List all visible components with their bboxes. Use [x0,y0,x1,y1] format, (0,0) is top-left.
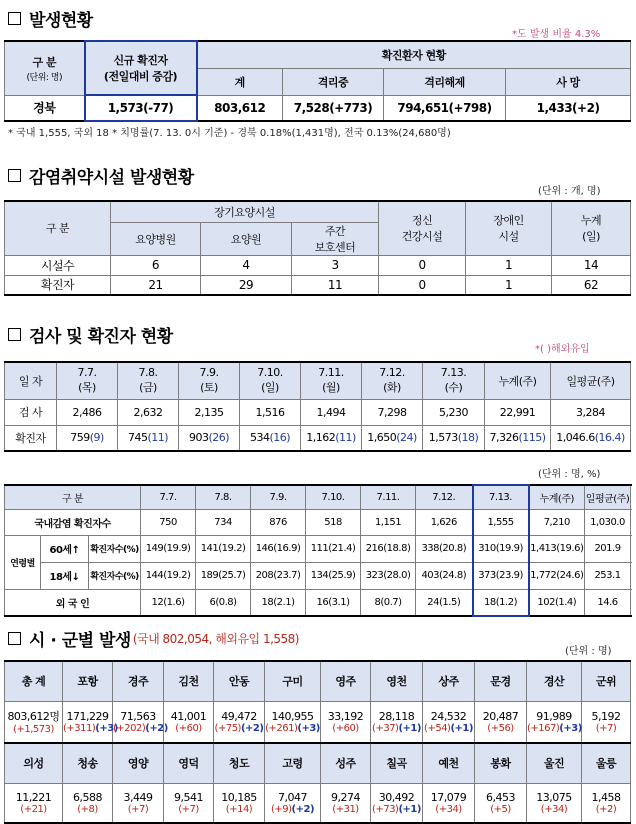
tests-note: *( )해외유입 [535,344,590,355]
age-18-cell: 373(23.9) [473,562,529,589]
age-header-date: 7.7. [141,485,196,509]
facilities-cell: 1 [466,255,552,275]
status-header-total: 계 [197,68,283,95]
age-60-cell: 338(20.8) [416,535,473,562]
checkbox-square-icon [8,12,21,25]
confirmed-row-label: 확진자 [5,425,57,451]
facilities-header-gubun: 구 분 [5,201,111,255]
section-title-city: 시 · 군별 발생 (국내 802,054, 해외유입 1,558) [8,626,299,651]
city-name: 김천 [164,661,214,701]
city-value: 91,989 (+167)(+3) [527,701,582,743]
domestic-cell: 1,555 [473,509,529,535]
status-header-gubun: 구 분 (단위: 명) [5,41,85,95]
city-name: 영양 [113,743,164,783]
city-name: 예천 [423,743,475,783]
confirmed-cell: 1,046.6(16.4) [551,425,631,451]
age-60-cell: 111(21.4) [306,535,361,562]
city-value: 20,487 (+56) [475,701,527,743]
tests-header-day: 7.10. (일) [240,362,301,399]
domestic-cell: 1,030.0 [585,509,631,535]
city-name: 칠곡 [371,743,423,783]
facilities-header-disabled: 장애인 시설 [466,201,552,255]
age-18-label: 18세↓ [41,562,89,589]
tests-header-day: 7.7. (목) [57,362,118,399]
city-name: 영주 [321,661,371,701]
facilities-header-care-home: 요양원 [201,222,292,255]
city-name: 의성 [5,743,63,783]
domestic-cell: 750 [141,509,196,535]
tests-cell: 3,284 [551,399,631,425]
city-value: 803,612명 (+1,573) [5,701,63,743]
tests-cell: 2,632 [118,399,179,425]
facilities-unit: (단위 : 개, 명) [538,186,601,197]
confirmed-cell: 1,650(24) [362,425,423,451]
age-60-sub: 확진자수(%) [89,535,141,562]
city-value: 17,079 (+34) [423,783,475,823]
age-18-cell: 253.1 [585,562,631,589]
age-60-cell: 149(19.9) [141,535,196,562]
foreigner-cell: 102(1.4) [529,589,585,616]
city-value: 9,274 (+31) [321,783,371,823]
tests-header-day: 7.11. (월) [301,362,362,399]
status-header-isolated: 격리중 [283,68,384,95]
city-value: 33,192 (+60) [321,701,371,743]
status-header-group: 확진환자 현황 [197,41,631,68]
tests-header-day: 7.12. (화) [362,362,423,399]
age-60-cell: 201.9 [585,535,631,562]
tests-header-day: 7.13. (수) [423,362,485,399]
city-name: 상주 [423,661,475,701]
facilities-cell: 14 [552,255,631,275]
tests-cell: 7,298 [362,399,423,425]
status-header-death: 사 망 [506,68,631,95]
city-name: 봉화 [475,743,527,783]
domestic-cell: 518 [306,509,361,535]
city-name: 포항 [63,661,113,701]
age-header-date: 7.10. [306,485,361,509]
facilities-header-nursing-hospital: 요양병원 [111,222,201,255]
foreigner-cell: 12(1.6) [141,589,196,616]
status-region: 경북 [5,95,85,121]
age-header-date: 7.11. [361,485,416,509]
facilities-cell: 29 [201,275,292,295]
city-value: 5,192 (+7) [582,701,631,743]
tests-cell: 2,486 [57,399,118,425]
age-60-cell: 141(19.2) [196,535,251,562]
facilities-table [4,200,631,296]
city-name: 청송 [63,743,113,783]
city-value: 11,221 (+21) [5,783,63,823]
age-18-cell: 134(25.9) [306,562,361,589]
city-value: 3,449 (+7) [113,783,164,823]
confirmed-cell: 534(16) [240,425,301,451]
city-name: 문경 [475,661,527,701]
confirmed-cell: 759(9) [57,425,118,451]
status-total: 803,612 [197,95,283,121]
domestic-cell: 1,626 [416,509,473,535]
city-value: 140,955 (+261)(+3) [265,701,321,743]
city-name: 성주 [321,743,371,783]
city-value: 49,472 (+75)(+2) [214,701,265,743]
tests-header-cumulative: 누계(주) [485,362,551,399]
facilities-header-mental: 정신 건강시설 [379,201,466,255]
city-name: 안동 [214,661,265,701]
status-death: 1,433(+2) [506,95,631,121]
foreigner-cell: 24(1.5) [416,589,473,616]
foreigner-label: 외 국 인 [5,589,141,616]
city-value: 10,185 (+14) [214,783,265,823]
facilities-row-label: 시설수 [5,255,111,275]
tests-header-day: 7.9. (토) [179,362,240,399]
domestic-cell: 734 [196,509,251,535]
facilities-cell: 3 [292,255,379,275]
status-isolated: 7,528(+773) [283,95,384,121]
city-name: 군위 [582,661,631,701]
city-value: 6,453 (+5) [475,783,527,823]
facilities-cell: 1 [466,275,552,295]
facilities-cell: 21 [111,275,201,295]
city-name: 고령 [265,743,321,783]
age-60-cell: 146(16.9) [251,535,306,562]
checkbox-square-icon [8,632,21,645]
city-name: 구미 [265,661,321,701]
city-name: 총 계 [5,661,63,701]
age-header-date-highlight: 7.13. [473,485,529,509]
status-footnote: * 국내 1,555, 국외 18 * 치명률(7. 13. 0시 기준) - 경북 0.18%(1,431명), 전국 0.13%(24,680명) [8,128,451,139]
age-18-cell: 403(24.8) [416,562,473,589]
tests-cell: 1,494 [301,399,362,425]
foreigner-cell: 18(1.2) [473,589,529,616]
section-title-tests: 검사 및 확진자 현황 [8,322,173,347]
city-table [4,660,631,824]
confirmed-cell: 1,573(18) [423,425,485,451]
status-released: 794,651(+798) [384,95,506,121]
city-value: 1,458 (+2) [582,783,631,823]
tests-cell: 22,991 [485,399,551,425]
facilities-header-cumulative: 누계 (일) [552,201,631,255]
tests-header-average: 일평균(주) [551,362,631,399]
facilities-cell: 11 [292,275,379,295]
tests-row-label: 검 사 [5,399,57,425]
facilities-header-daycare: 주간 보호센터 [292,222,379,255]
age-60-cell: 310(19.9) [473,535,529,562]
city-value: 7,047 (+9)(+2) [265,783,321,823]
tests-header-day: 7.8. (금) [118,362,179,399]
age-60-cell: 216(18.8) [361,535,416,562]
tests-header-date: 일 자 [5,362,57,399]
foreigner-cell: 8(0.7) [361,589,416,616]
foreigner-cell: 16(3.1) [306,589,361,616]
city-value: 171,229 (+311)(+3) [63,701,113,743]
age-header-date: 7.12. [416,485,473,509]
foreigner-cell: 6(0.8) [196,589,251,616]
city-name: 울진 [527,743,582,783]
age-18-cell: 1,772(24.6) [529,562,585,589]
city-value: 9,541 (+7) [164,783,214,823]
age-table [4,484,631,617]
age-header-date: 7.8. [196,485,251,509]
checkbox-square-icon [8,169,21,182]
age-18-cell: 208(23.7) [251,562,306,589]
city-name: 경주 [113,661,164,701]
domestic-label: 국내감염 확진자수 [5,509,141,535]
rate-note: *도 발생 비율 4.3% [512,29,601,40]
age-header-cumulative: 누계(주) [529,485,585,509]
city-unit: (단위 : 명) [565,646,612,657]
age-18-sub: 확진자수(%) [89,562,141,589]
facilities-header-ltc: 장기요양시설 [111,201,379,222]
tests-cell: 2,135 [179,399,240,425]
facilities-cell: 6 [111,255,201,275]
checkbox-square-icon [8,328,21,341]
confirmed-cell: 1,162(11) [301,425,362,451]
city-value: 71,563 (+202)(+2) [113,701,164,743]
city-name: 울릉 [582,743,631,783]
section-title-status: 발생현황 [8,6,93,31]
age-18-cell: 189(25.7) [196,562,251,589]
city-value: 6,588 (+8) [63,783,113,823]
city-name: 경산 [527,661,582,701]
domestic-cell: 876 [251,509,306,535]
status-new: 1,573(-77) [85,95,197,121]
city-name: 청도 [214,743,265,783]
status-header-released: 격리해제 [384,68,506,95]
facilities-cell: 62 [552,275,631,295]
city-value: 30,492 (+73)(+1) [371,783,423,823]
city-name: 영덕 [164,743,214,783]
city-value: 41,001 (+60) [164,701,214,743]
age-unit: (단위 : 명, %) [538,469,601,480]
domestic-cell: 1,151 [361,509,416,535]
confirmed-cell: 903(26) [179,425,240,451]
confirmed-cell: 745(11) [118,425,179,451]
confirmed-cell: 7,326(115) [485,425,551,451]
age-header-average: 일평균(주) [585,485,631,509]
city-value: 13,075 (+34) [527,783,582,823]
section-title-facilities: 감염취약시설 발생현황 [8,163,194,188]
age-18-cell: 144(19.2) [141,562,196,589]
city-name: 영천 [371,661,423,701]
facilities-cell: 4 [201,255,292,275]
age-18-cell: 323(28.0) [361,562,416,589]
facilities-row-label: 확진자 [5,275,111,295]
tests-table [4,361,631,452]
age-header-date: 7.9. [251,485,306,509]
facilities-cell: 0 [379,255,466,275]
city-subtitle: (국내 802,054, 해외유입 1,558) [132,632,299,646]
tests-cell: 5,230 [423,399,485,425]
foreigner-cell: 14.6 [585,589,631,616]
tests-cell: 1,516 [240,399,301,425]
status-header-new: 신규 확진자 (전일대비 증감) [85,41,197,95]
status-table [4,40,631,122]
age-header-gubun: 구 분 [5,485,141,509]
facilities-cell: 0 [379,275,466,295]
age-group-label: 연령별 [5,535,41,589]
city-value: 24,532 (+54)(+1) [423,701,475,743]
domestic-cell: 7,210 [529,509,585,535]
city-value: 28,118 (+37)(+1) [371,701,423,743]
age-60-label: 60세↑ [41,535,89,562]
foreigner-cell: 18(2.1) [251,589,306,616]
age-60-cell: 1,413(19.6) [529,535,585,562]
